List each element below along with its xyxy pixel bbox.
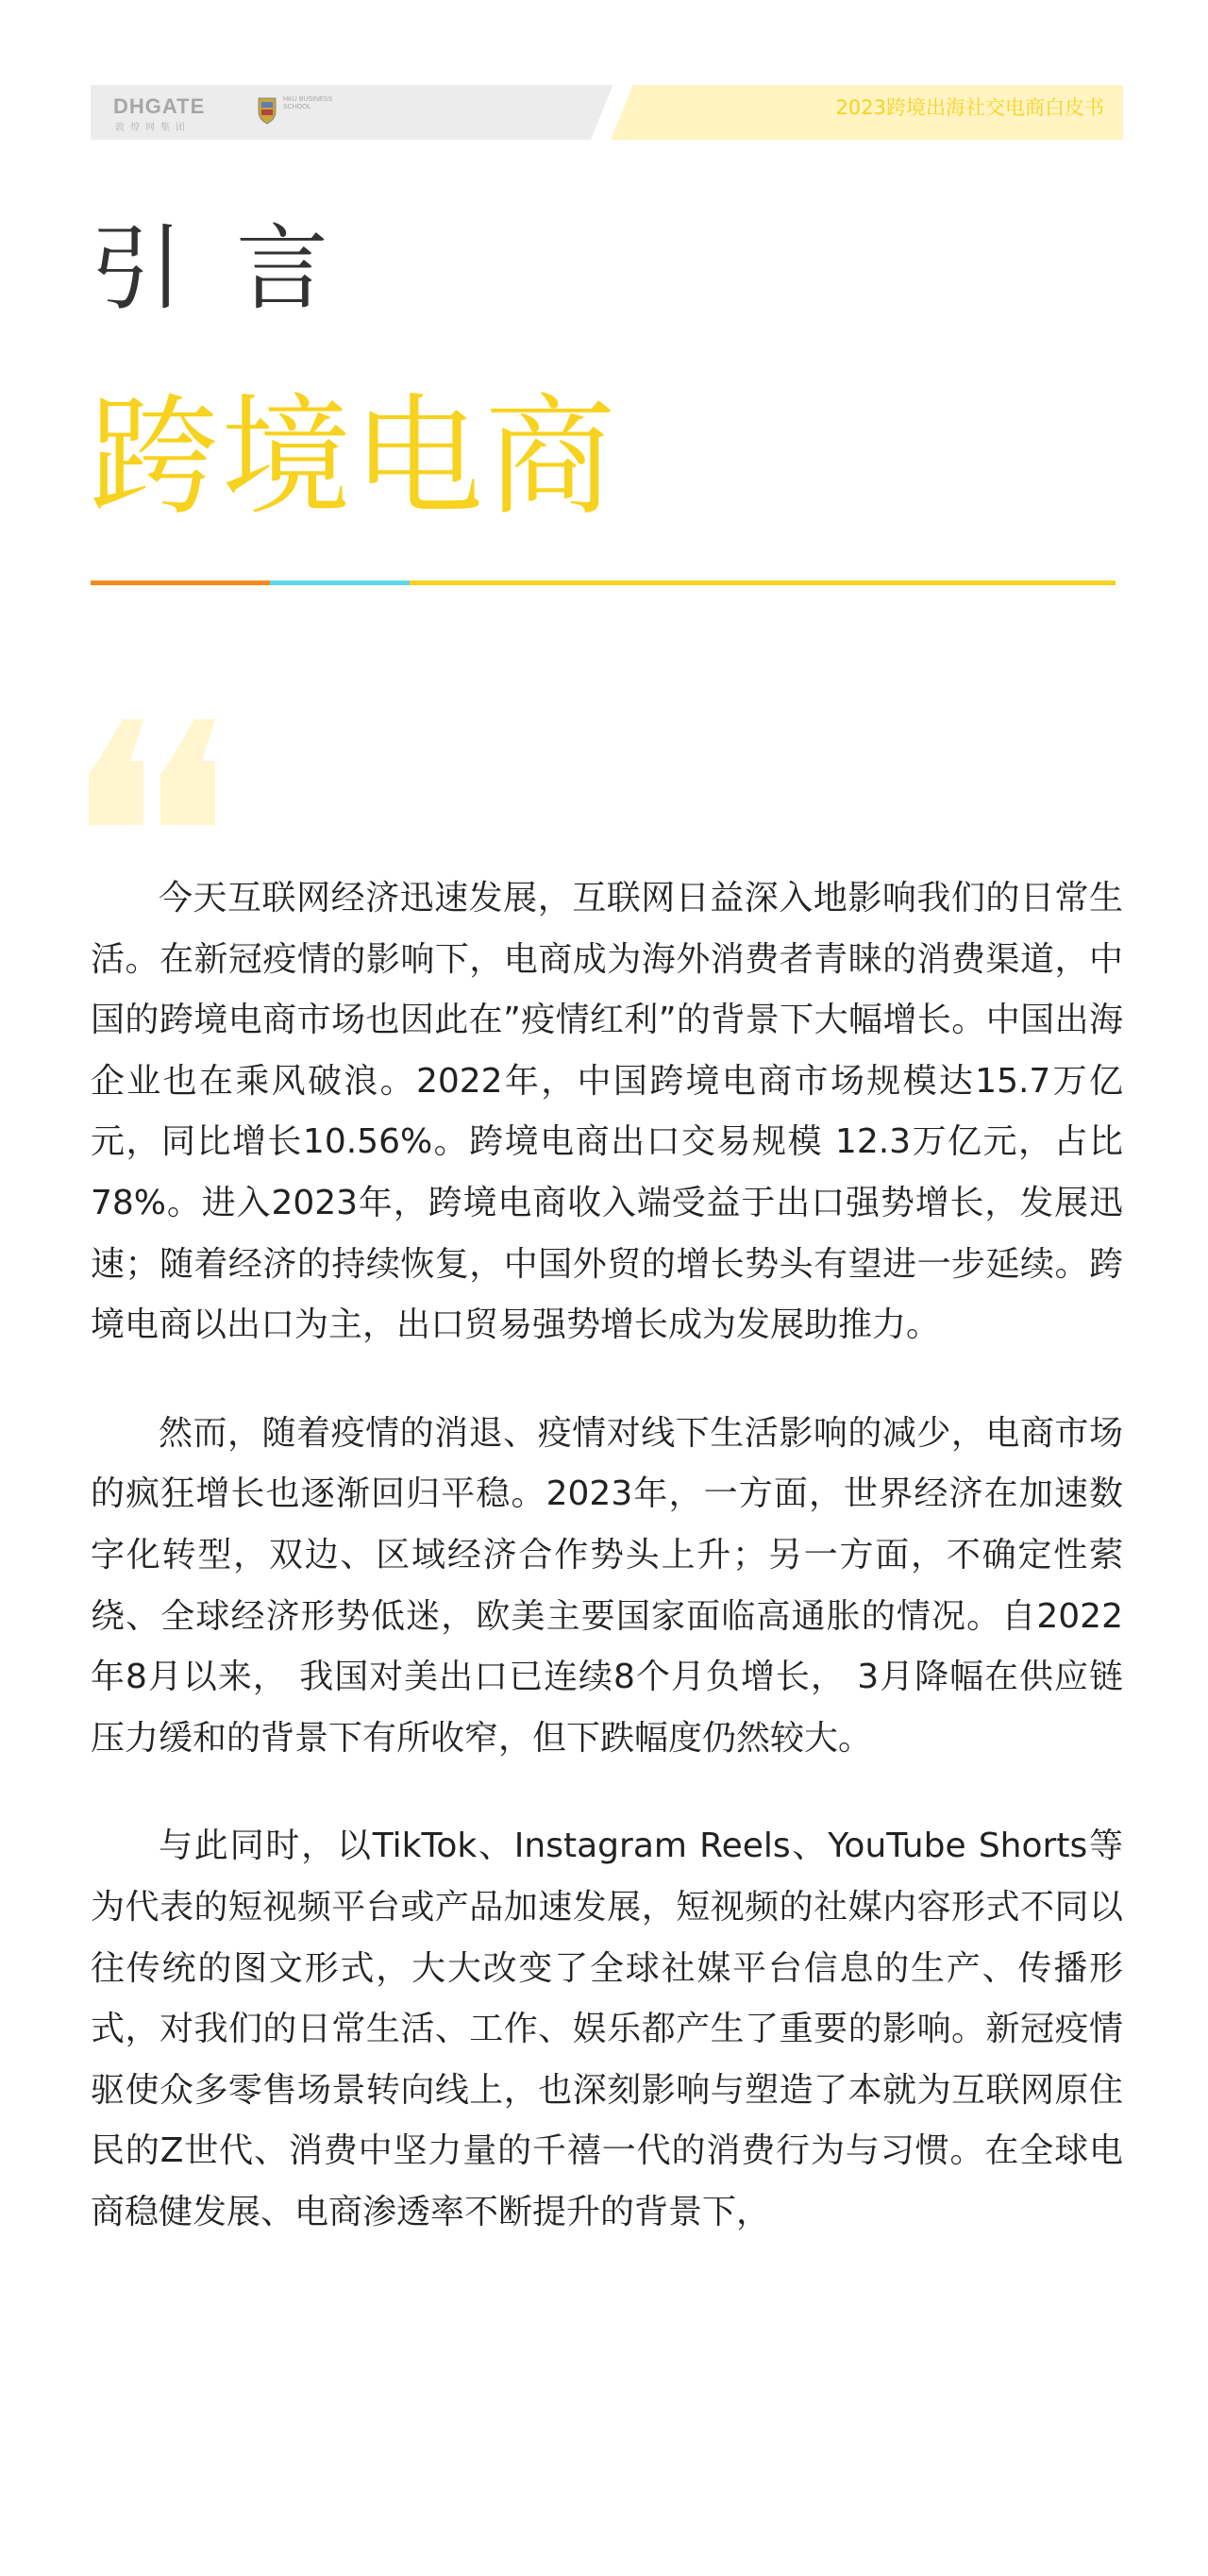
hku-business-school-logo: HKU BUSINESS SCHOOL — [283, 96, 333, 110]
divider-segment-yellow — [410, 581, 1116, 585]
section-label: 引言 — [91, 215, 382, 323]
hku-crest-icon — [257, 96, 277, 125]
page-header — [91, 85, 1123, 140]
opening-quote-icon — [89, 719, 225, 825]
report-title: 2023跨境出海社交电商白皮书 — [835, 96, 1104, 119]
body-paragraph-1: 今天互联网经济迅速发展，互联网日益深入地影响我们的日常生活。在新冠疫情的影响下，电商成为海外消费者青睐的消费渠道，中国的跨境电商市场也因此在”疫情红利”的背景下大幅增长。中国出海企业也在乘风破浪。2022年，中国跨境电商市场规模达15.7万亿元，同比增长10.56%。跨境电商出口交易规模 12.3万亿元，占比78%。进入2023年，跨境电商收入端受益于出口强势增长，发展迅速；随着经济的持续恢复，中国外贸的增长势头有望进一步延续。跨境电商以出口为主，出口贸易强势增长成为发展助推力。 — [91, 879, 1123, 1345]
dhgate-logo: DHGATE — [113, 94, 206, 118]
dhgate-logo-subtitle: 敦煌网集团 — [115, 123, 191, 133]
body-paragraph-3: 与此同时，以TikTok、Instagram Reels、YouTube Shorts等为代表的短视频平台或产品加速发展，短视频的社媒内容形式不同以往传统的图文形式，大大改变了全球社媒平台信息的生产、传播形式，对我们的日常生活、工作、娱乐都产生了重要的影响。新冠疫情驱使众多零售场景转向线上，也深刻影响与塑造了本就为互联网原住民的Z世代、消费中坚力量的千禧一代的消费行为与习惯。在全球电商稳健发展、电商渗透率不断提升的背景下， — [91, 1827, 1123, 2231]
body-paragraph-2: 然而，随着疫情的消退、疫情对线下生活影响的减少，电商市场的疯狂增长也逐渐回归平稳。2023年，一方面，世界经济在加速数字化转型，双边、区域经济合作势头上升；另一方面，不确定性萦绕、全球经济形势低迷，欧美主要国家面临高通胀的情况。自2022年8月以来， 我国对美出口已连续8个月负增长， 3月降幅在供应链压力缓和的背景下有所收窄，但下跌幅度仍然较大。 — [91, 1413, 1123, 1758]
article-body — [91, 868, 1123, 2290]
title-divider — [91, 581, 1116, 585]
section-title: 跨境电商 — [89, 381, 618, 533]
divider-segment-cyan — [270, 581, 410, 585]
header-slant-divider — [562, 85, 666, 140]
divider-segment-orange — [91, 581, 270, 585]
